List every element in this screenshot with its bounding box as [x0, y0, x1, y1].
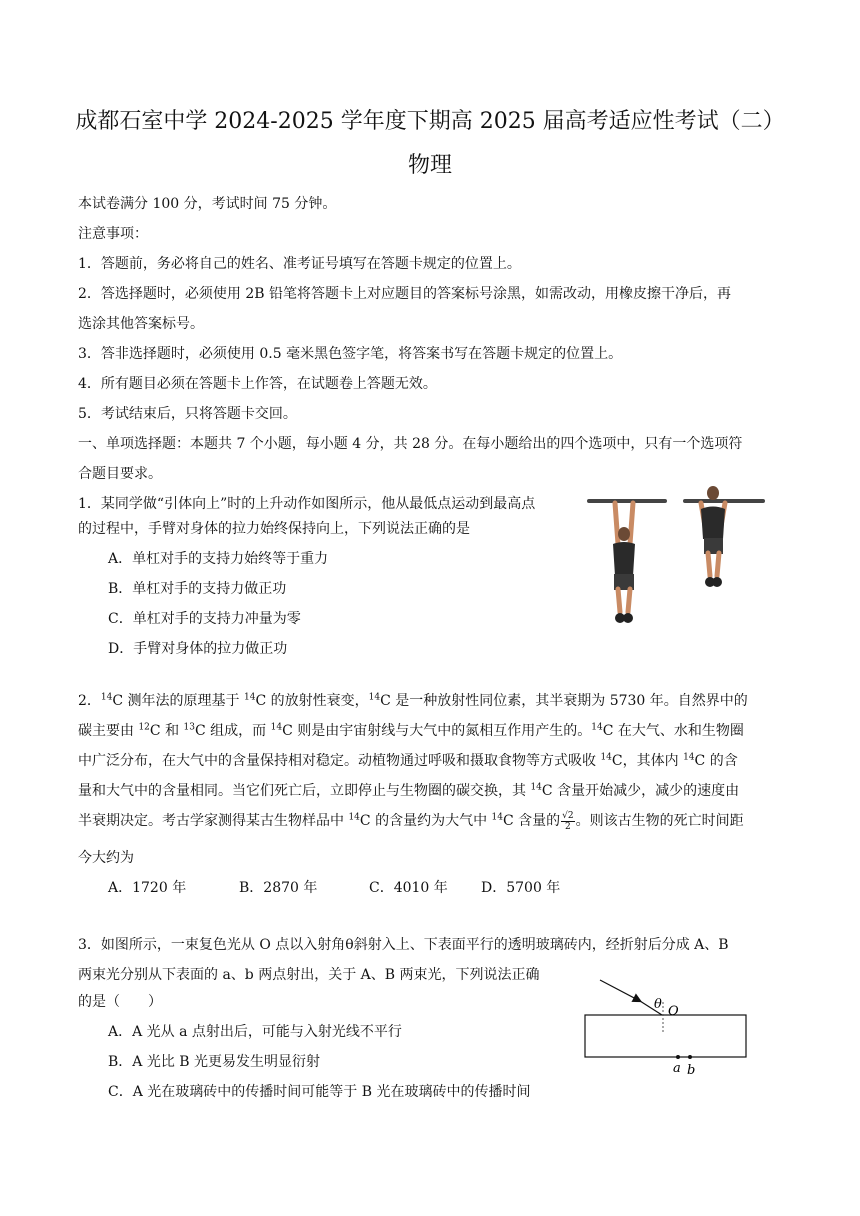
q2-stem-line6: 今大约为 [78, 850, 134, 866]
point-b-label: b [687, 1063, 696, 1077]
theta-label: θ [654, 997, 662, 1012]
score-time-text: 本试卷满分 100 分，考试时间 75 分钟。 [78, 196, 337, 212]
q2-stem-line1: 2．$^{14}$C 测年法的原理基于 $^{14}$C 的放射性衰变，$^{14}$C 是一种放射性同位素，其半衰期为 5730 年。自然界中的 [78, 692, 748, 709]
q2-stem-line3: 中广泛分布，在大气中的含量保持相对稳定。动植物通过呼吸和摄取食物等方式吸收 $^{14}$C，其体内 $^{14}$C 的含 [78, 752, 738, 769]
q1-option-c: C．单杠对手的支持力冲量为零 [108, 611, 301, 627]
q2-stem-line5: 半衰期决定。考古学家测得某古生物样品中 $^{14}$C 的含量约为大气中 $^{14}$C 含量的 $\frac{√2}{2}$ 。则该古生物的死亡时间距 [78, 810, 744, 832]
pull-up-figure [585, 484, 767, 630]
q1-option-b: B．单杠对手的支持力做正功 [108, 581, 287, 597]
q3-option-b: B．A 光比 B 光更易发生明显衍射 [108, 1054, 321, 1070]
q3-option-c: C．A 光在玻璃砖中的传播时间可能等于 B 光在玻璃砖中的传播时间 [108, 1084, 531, 1100]
subject-title: 物理 [407, 153, 452, 178]
q1-option-a: A．单杠对手的支持力始终等于重力 [108, 551, 329, 567]
note-item: 2．答选择题时，必须使用 2B 铅笔将答题卡上对应题目的答案标号涂黑，如需改动，用橡皮擦干净后，再 [78, 286, 732, 302]
q3-stem-line3: 的是（ ） [78, 994, 162, 1010]
section-heading-cont: 合题目要求。 [78, 466, 162, 482]
notes-heading: 注意事项： [78, 226, 148, 242]
exam-title: 成都石室中学 2024-2025 学年度下期高 2025 届高考适应性考试（二） [75, 109, 785, 134]
note-item: 5．考试结束后，只将答题卡交回。 [78, 406, 297, 422]
note-item: 选涂其他答案标号。 [78, 316, 204, 332]
q1-stem-line1: 1．某同学做“引体向上”时的上升动作如图所示，他从最低点运动到最高点 [78, 496, 536, 512]
point-a-dot [676, 1055, 680, 1059]
q2-option-c: C．4010 年 [369, 880, 448, 896]
q2-stem-line4: 量和大气中的含量相同。当它们死亡后，立即停止与生物圈的碳交换，其 $^{14}$C 含量开始减少，减少的速度由 [78, 782, 740, 799]
q2-option-a: A．1720 年 [108, 880, 187, 896]
q1-stem-line2: 的过程中，手臂对身体的拉力始终保持向上，下列说法正确的是 [78, 521, 470, 537]
point-a-label: a [673, 1061, 681, 1076]
q2-option-b: B．2870 年 [239, 880, 318, 896]
glass-brick-figure [580, 972, 750, 1077]
note-item: 3．答非选择题时，必须使用 0.5 毫米黑色签字笔，将答案书写在答题卡规定的位置上。 [78, 346, 623, 362]
q2-stem-line2: 碳主要由 $^{12}$C 和 $^{13}$C 组成，而 $^{14}$C 则是由宇宙射线与大气中的氮相互作用产生的。$^{14}$C 在大气、水和生物圈 [78, 722, 744, 739]
q2-options [108, 877, 560, 897]
note-item: 4．所有题目必须在答题卡上作答，在试题卷上答题无效。 [78, 376, 437, 392]
q3-stem-line2: 两束光分别从下表面的 a、b 两点射出，关于 A、B 两束光，下列说法正确 [78, 967, 540, 983]
glass-brick [585, 1015, 746, 1057]
q1-option-d: D．手臂对身体的拉力做正功 [108, 641, 288, 657]
q2-option-d: D．5700 年 [481, 880, 561, 896]
q3-option-a: A．A 光从 a 点射出后，可能与入射光线不平行 [108, 1024, 402, 1040]
point-b-dot [688, 1055, 692, 1059]
incident-ray [600, 980, 640, 1001]
fraction-sqrt2-over-2: $\frac{√2}{2}$ [562, 810, 574, 832]
q3-stem-line1: 3．如图所示，一束复色光从 O 点以入射角θ斜射入上、下表面平行的透明玻璃砖内，经折射后分成 A、B [78, 937, 729, 953]
point-o-label: O [668, 1004, 679, 1019]
section-heading: 一、单项选择题：本题共 7 个小题，每小题 4 分，共 28 分。在每小题给出的四个选项中，只有一个选项符 [78, 436, 743, 452]
note-item: 1．答题前，务必将自己的姓名、准考证号填写在答题卡规定的位置上。 [78, 256, 521, 272]
